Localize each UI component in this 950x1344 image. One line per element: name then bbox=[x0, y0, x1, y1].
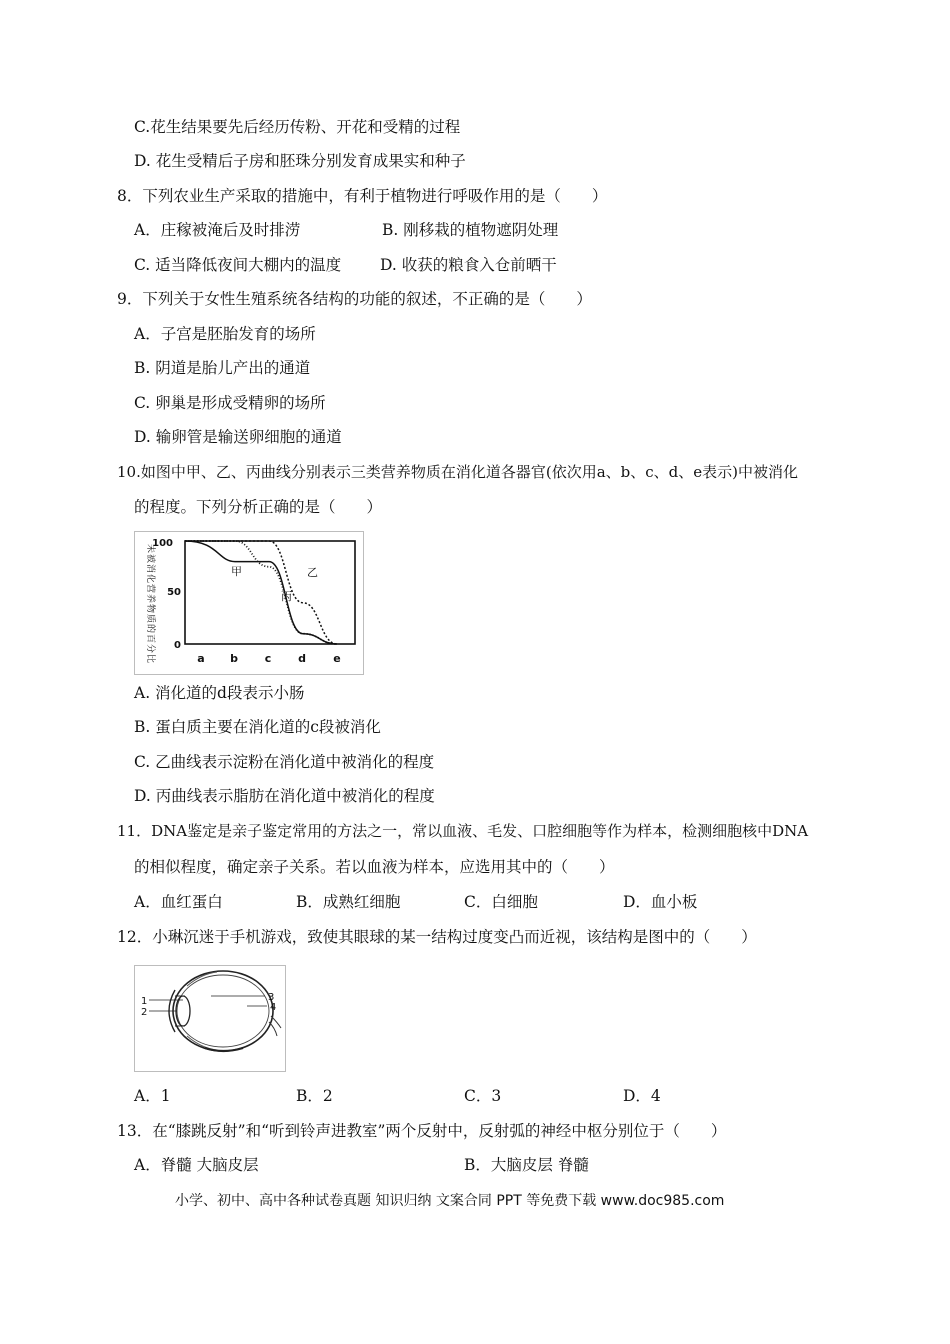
q12-option-d: D．4 bbox=[623, 1087, 661, 1105]
eyeball-outer bbox=[173, 971, 273, 1051]
curve-label-yi: 乙 bbox=[307, 566, 318, 579]
ciliary-body bbox=[187, 972, 217, 1050]
xtick-c: c bbox=[264, 652, 272, 665]
eyeball-inner bbox=[177, 975, 269, 1047]
q8-option-c: C. 适当降低夜间大棚内的温度 bbox=[134, 256, 342, 274]
q9-option-b: B. 阴道是胎儿产出的通道 bbox=[134, 359, 311, 377]
digestion-chart bbox=[134, 531, 364, 675]
q9-option-c: C. 卵巢是形成受精卵的场所 bbox=[134, 394, 326, 412]
q8-option-a: A．庄稼被淹后及时排涝 bbox=[134, 221, 301, 239]
series-jia-line bbox=[185, 541, 337, 644]
ytick-100: 100 bbox=[152, 538, 173, 549]
eye-label-2: 2 bbox=[141, 1007, 148, 1018]
q10-option-d: D. 丙曲线表示脂肪在消化道中被消化的程度 bbox=[134, 787, 435, 805]
q11-option-c: C．白细胞 bbox=[464, 893, 538, 911]
curve-label-bing: 丙 bbox=[281, 590, 292, 603]
xtick-e: e bbox=[333, 652, 341, 665]
digestion-chart-svg bbox=[135, 532, 363, 674]
q8-stem: 8．下列农业生产采取的措施中，有利于植物进行呼吸作用的是（ ） bbox=[117, 187, 608, 205]
series-yi-line bbox=[185, 541, 337, 644]
xtick-a: a bbox=[197, 652, 205, 665]
q7-option-d: D. 花生受精后子房和胚珠分别发育成果实和种子 bbox=[134, 152, 466, 170]
lens bbox=[176, 996, 190, 1026]
q9-option-d: D. 输卵管是输送卵细胞的通道 bbox=[134, 428, 342, 446]
optic-nerve bbox=[269, 1016, 281, 1036]
xtick-d: d bbox=[298, 652, 306, 665]
ytick-0: 0 bbox=[174, 640, 181, 651]
curve-label-jia: 甲 bbox=[231, 565, 242, 578]
q12-option-b: B．2 bbox=[296, 1087, 333, 1105]
q11-option-d: D．血小板 bbox=[623, 893, 698, 911]
plot-frame-box bbox=[185, 541, 355, 644]
q9-option-a: A．子宫是胚胎发育的场所 bbox=[134, 325, 316, 343]
q10-option-b: B. 蛋白质主要在消化道的c段被消化 bbox=[134, 718, 381, 736]
q12-option-a: A．1 bbox=[134, 1087, 171, 1105]
q10-option-a: A. 消化道的d段表示小肠 bbox=[134, 684, 305, 702]
q10-option-c: C. 乙曲线表示淀粉在消化道中被消化的程度 bbox=[134, 753, 435, 771]
q11-stem-line2: 的相似程度，确定亲子关系。若以血液为样本，应选用其中的（ ） bbox=[134, 858, 615, 876]
eye-label-4: 4 bbox=[270, 1002, 277, 1013]
q10-stem-line2: 的程度。下列分析正确的是（ ） bbox=[134, 498, 383, 516]
q7-option-c: C.花生结果要先后经历传粉、开花和受精的过程 bbox=[134, 118, 461, 136]
q11-option-a: A．血红蛋白 bbox=[134, 893, 223, 911]
q11-option-b: B．成熟红细胞 bbox=[296, 893, 401, 911]
chart-ylabel: 未被消化营养物质的百分比 bbox=[145, 544, 155, 665]
q12-option-c: C．3 bbox=[464, 1087, 502, 1105]
xtick-b: b bbox=[230, 652, 238, 665]
q8-option-d: D. 收获的粮食入仓前晒干 bbox=[380, 256, 557, 274]
ytick-50: 50 bbox=[167, 587, 181, 598]
page-footer: 小学、初中、高中各种试卷真题 知识归纳 文案合同 PPT 等免费下载 www.doc985.com bbox=[175, 1193, 725, 1209]
q10-stem-line1: 10.如图中甲、乙、丙曲线分别表示三类营养物质在消化道各器官(依次用a、b、c、d、e表示)中被消化 bbox=[117, 463, 798, 481]
q8-option-b: B. 刚移栽的植物遮阴处理 bbox=[382, 221, 559, 239]
q11-stem-line1: 11．DNA鉴定是亲子鉴定常用的方法之一，常以血液、毛发、口腔细胞等作为样本，检测细胞核中DNA bbox=[117, 822, 809, 840]
series-bing-line bbox=[185, 541, 337, 644]
eye-diagram-svg bbox=[135, 966, 285, 1071]
eye-diagram bbox=[134, 965, 286, 1072]
q9-stem: 9．下列关于女性生殖系统各结构的功能的叙述，不正确的是（ ） bbox=[117, 290, 592, 308]
eye-label-3: 3 bbox=[268, 992, 275, 1003]
eye-label-1: 1 bbox=[141, 996, 148, 1007]
q12-stem: 12．小琳沉迷于手机游戏，致使其眼球的某一结构过度变凸而近视，该结构是图中的（ ） bbox=[117, 928, 757, 946]
q13-stem: 13．在“膝跳反射”和“听到铃声进教室”两个反射中，反射弧的神经中枢分别位于（ ） bbox=[117, 1122, 727, 1140]
q13-option-b: B．大脑皮层 脊髓 bbox=[464, 1156, 589, 1174]
q13-option-a: A．脊髓 大脑皮层 bbox=[134, 1156, 259, 1174]
